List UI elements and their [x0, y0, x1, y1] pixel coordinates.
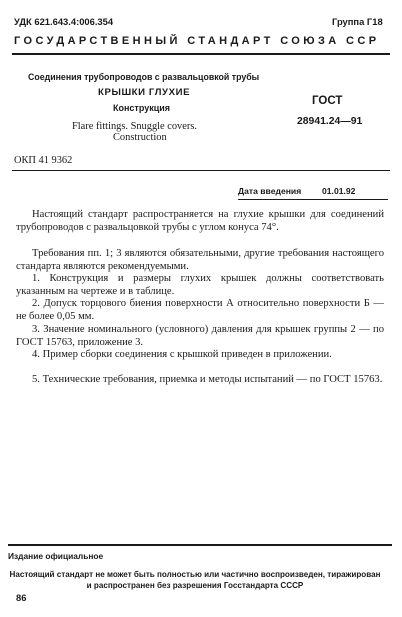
gost-label: ГОСТ — [312, 95, 343, 107]
gost-number: 28941.24—91 — [297, 116, 363, 127]
okp-code: ОКП 41 9362 — [14, 155, 73, 166]
title-rule — [12, 170, 390, 171]
intro-date-label: Дата введения — [238, 186, 302, 196]
header-rule — [12, 53, 390, 55]
paragraph-item-4: 4. Пример сборки соединения с крышкой приведен в приложении. — [32, 349, 332, 360]
paragraph-requirements: Требования пп. 1; 3 являются обязательными, другие требования настоящего стандарта являются рекомендуемыми. — [16, 248, 384, 272]
paragraph-item-5: 5. Технические требования, приемка и методы испытаний — по ГОСТ 15763. — [32, 374, 383, 385]
page-number: 86 — [16, 592, 27, 603]
standard-category: Соединения трубопроводов с развальцовкой трубы — [28, 72, 260, 82]
standard-subtitle: Конструкция — [113, 103, 171, 113]
footer-rule — [8, 544, 392, 546]
udk-code: УДК 621.643.4:006.354 — [14, 16, 114, 27]
agency-title: ГОСУДАРСТВЕННЫЙ СТАНДАРТ СОЮЗА ССР — [14, 35, 380, 47]
paragraph-item-1: 1. Конструкция и размеры глухих крышек должны соответствовать указанным на чертеже и в таблице. — [16, 273, 384, 297]
intro-date-value: 01.01.92 — [322, 186, 356, 196]
group-code: Группа Г18 — [332, 16, 383, 27]
paragraph-scope: Настоящий стандарт распространяется на глухие крышки для соединений трубопроводов с развальцовкой трубы с углом конуса 74°. — [16, 209, 384, 233]
paragraph-item-3: 3. Значение номинального (условного) давления для крышек группы 2 — по ГОСТ 15763, приложение 3. — [16, 324, 384, 348]
paragraph-item-2: 2. Допуск торцового биения поверхности А относительно поверхности Б — не более 0,05 мм. — [16, 298, 384, 322]
english-title-line-1: Flare fittings. Snuggle covers. — [72, 121, 197, 132]
edition-label: Издание официальное — [8, 551, 104, 561]
standard-title: КРЫШКИ ГЛУХИЕ — [98, 87, 191, 98]
intro-date-underline — [238, 199, 388, 200]
english-title-line-2: Construction — [113, 132, 167, 143]
reproduction-notice: Настоящий стандарт не может быть полностью или частично воспроизведен, тиражирован и распространен без разрешения Госстандарта СССР — [9, 570, 381, 590]
